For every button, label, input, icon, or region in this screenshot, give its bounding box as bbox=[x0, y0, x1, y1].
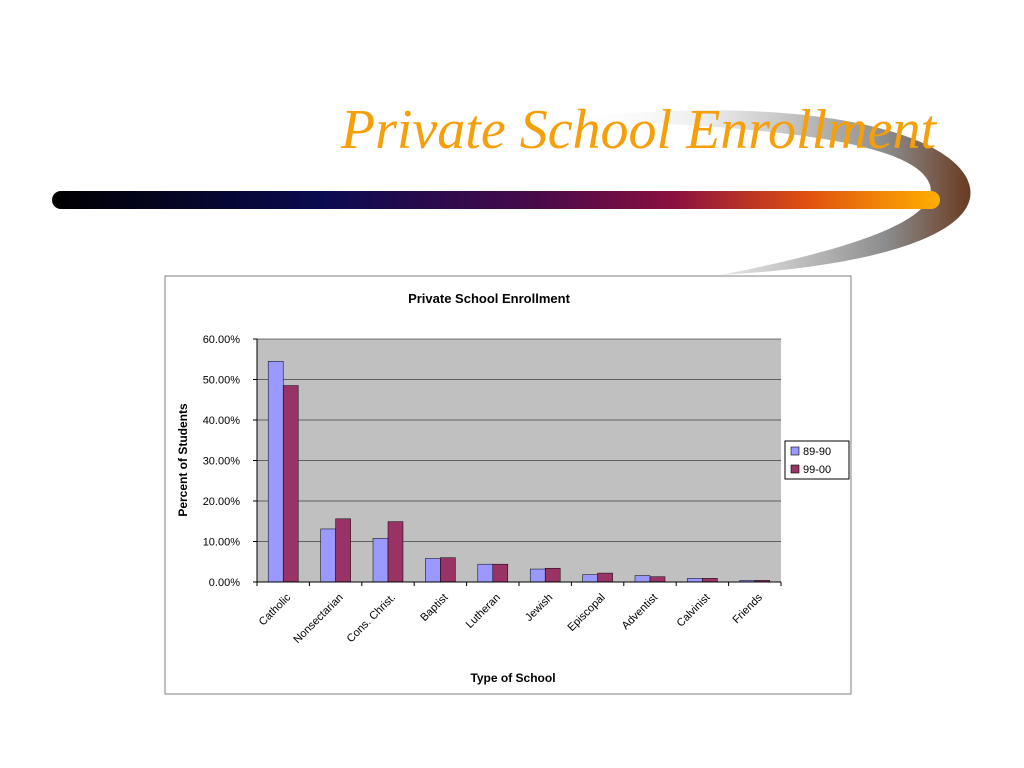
legend-label-89-90: 89-90 bbox=[803, 446, 832, 458]
legend-swatch-89-90 bbox=[791, 447, 799, 455]
x-tick-label: Nonsectarian bbox=[291, 591, 346, 646]
legend-label-99-00: 99-00 bbox=[803, 464, 832, 476]
bar-89-90-nonsectarian bbox=[321, 529, 336, 582]
bar-89-90-baptist bbox=[425, 559, 440, 582]
bar-89-90-adventist bbox=[635, 576, 650, 582]
slide-title: Private School Enrollment bbox=[340, 99, 936, 161]
bar-99-00-nonsectarian bbox=[336, 519, 351, 582]
x-tick-label: Lutheran bbox=[463, 591, 503, 631]
y-tick-label: 30.00% bbox=[202, 455, 240, 468]
bar-89-90-lutheran bbox=[478, 564, 493, 582]
x-tick-label: Calvinist bbox=[674, 591, 713, 630]
x-tick-label: Adventist bbox=[619, 591, 661, 633]
bar-89-90-episcopal bbox=[583, 575, 598, 582]
bar-89-90-calvinist bbox=[687, 578, 702, 582]
x-tick-label: Jewish bbox=[523, 591, 556, 624]
x-tick-label: Catholic bbox=[256, 591, 294, 629]
bar-89-90-catholic bbox=[268, 361, 283, 582]
y-tick-label: 0.00% bbox=[208, 577, 240, 589]
bar-99-00-adventist bbox=[650, 577, 665, 582]
bar-99-00-lutheran bbox=[493, 564, 508, 582]
y-tick-label: 60.00% bbox=[202, 334, 240, 346]
bar-99-00-baptist bbox=[440, 558, 455, 582]
x-tick-label: Cons. Christ. bbox=[344, 591, 399, 646]
bar-99-00-catholic bbox=[283, 386, 298, 582]
y-tick-label: 40.00% bbox=[202, 415, 240, 427]
y-axis-label: Percent of Students bbox=[176, 403, 190, 517]
bar-99-00-calvinist bbox=[702, 578, 717, 582]
x-tick-label: Episcopal bbox=[565, 591, 608, 634]
legend bbox=[785, 441, 849, 479]
bar-99-00-jewish bbox=[545, 568, 560, 582]
bar-99-00-cons-christ- bbox=[388, 522, 403, 582]
x-tick-label: Baptist bbox=[418, 591, 451, 624]
chart-title: Private School Enrollment bbox=[408, 291, 570, 306]
y-tick-label: 20.00% bbox=[202, 496, 240, 508]
bar-89-90-jewish bbox=[530, 569, 545, 582]
legend-swatch-99-00 bbox=[791, 465, 799, 473]
bar-89-90-cons-christ- bbox=[373, 538, 388, 582]
bar-99-00-episcopal bbox=[598, 573, 613, 582]
x-tick-label: Friends bbox=[730, 591, 765, 627]
y-tick-label: 50.00% bbox=[202, 374, 240, 387]
y-tick-label: 10.00% bbox=[202, 536, 240, 549]
x-axis-label: Type of School bbox=[470, 671, 556, 685]
